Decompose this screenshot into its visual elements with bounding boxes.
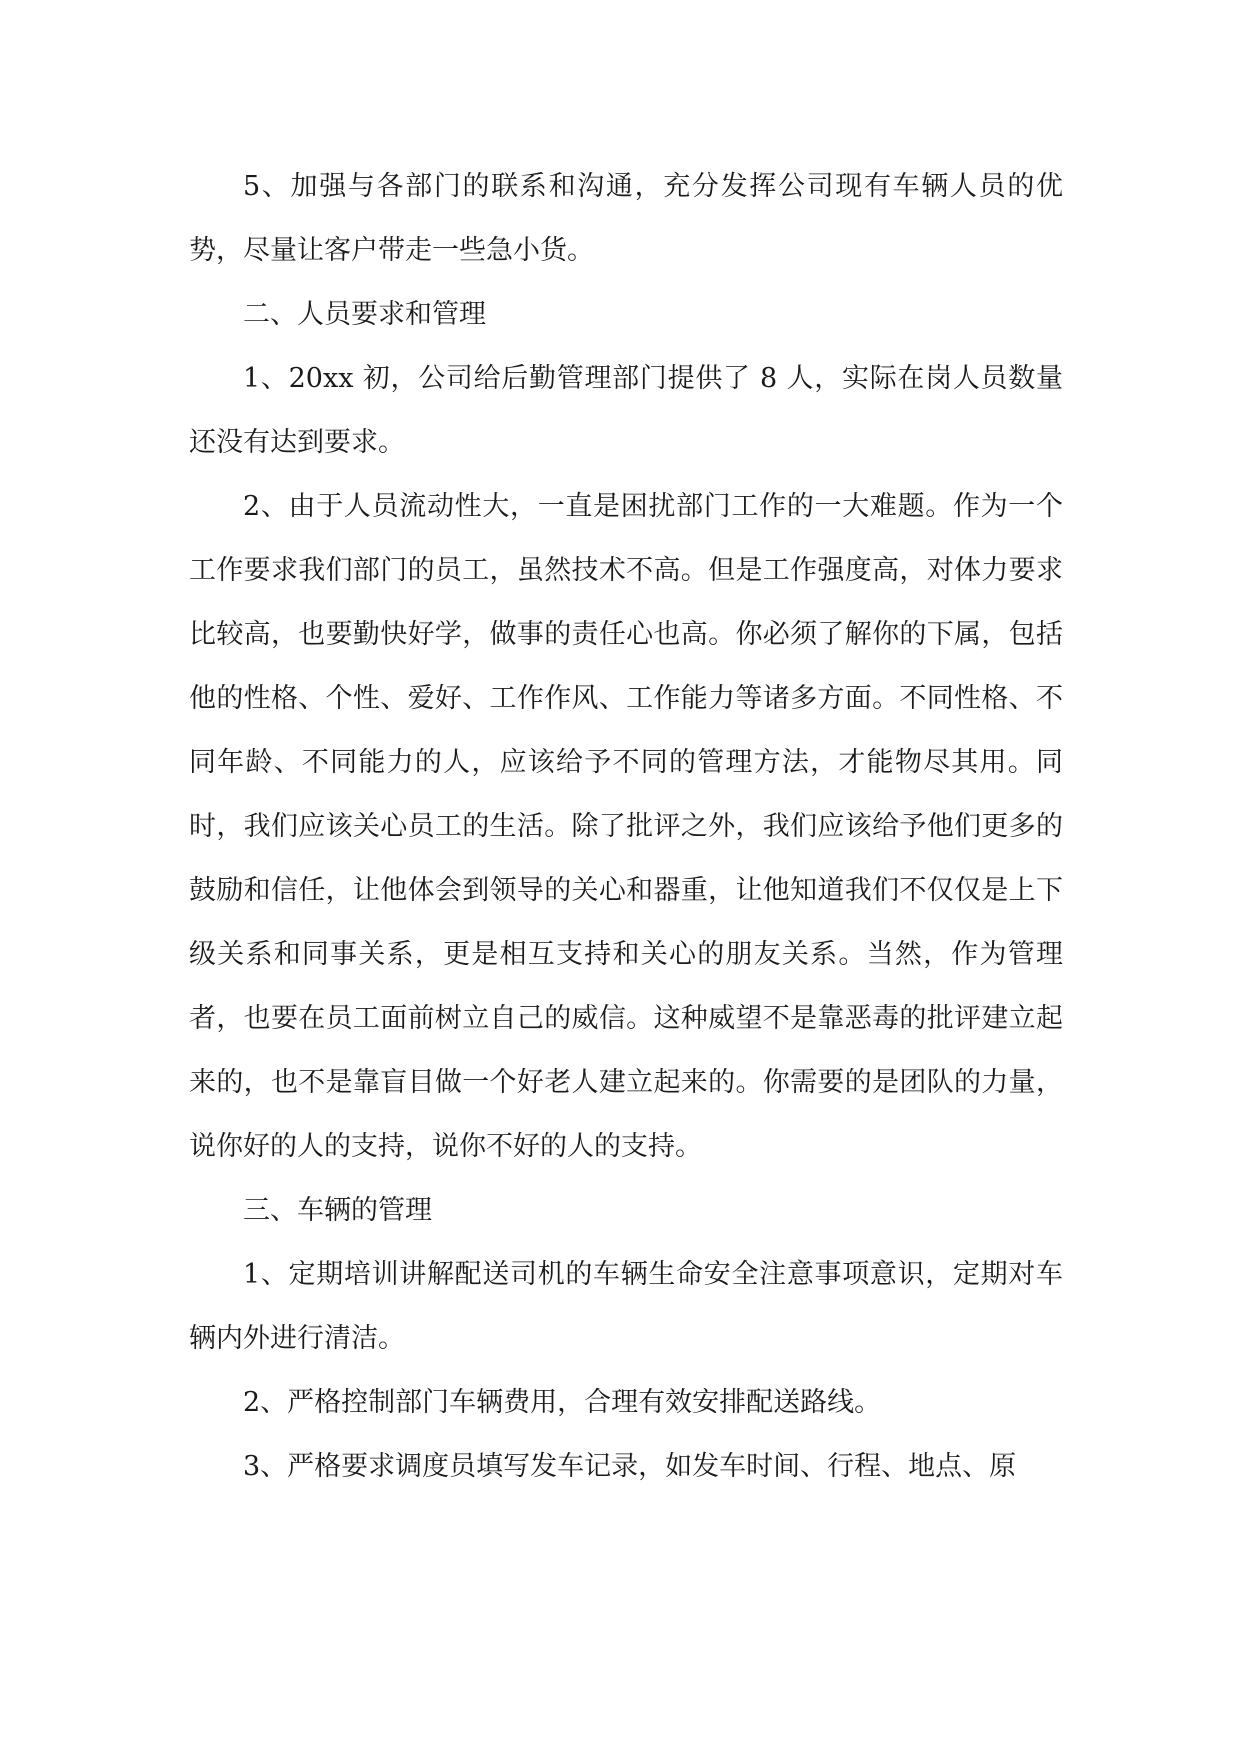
paragraph-personnel-1: 1、20xx 初，公司给后勤管理部门提供了 8 人，实际在岗人员数量还没有达到要求。: [189, 363, 1063, 458]
paragraph-vehicles-1: 1、定期培训讲解配送司机的车辆生命安全注意事项意识，定期对车辆内外进行清洁。: [189, 1259, 1063, 1354]
section-heading-vehicles: 三、车辆的管理: [243, 1195, 432, 1226]
paragraph-item-5: 5、加强与各部门的联系和沟通，充分发挥公司现有车辆人员的优势，尽量让客户带走一些急小货。: [189, 171, 1063, 266]
document-body: [189, 155, 1063, 1499]
paragraph-vehicles-3: 3、严格要求调度员填写发车记录，如发车时间、行程、地点、原: [243, 1451, 1017, 1482]
paragraph-vehicles-2: 2、严格控制部门车辆费用，合理有效安排配送路线。: [243, 1387, 882, 1418]
section-heading-personnel: 二、人员要求和管理: [243, 299, 486, 330]
paragraph-personnel-2: 2、由于人员流动性大，一直是困扰部门工作的一大难题。作为一个工作要求我们部门的员工，虽然技术不高。但是工作强度高，对体力要求比较高，也要勤快好学，做事的责任心也高。你必须了解你的下属，包括他的性格、个性、爱好、工作作风、工作能力等诸多方面。不同性格、不同年龄、不同能力的人，应该给予不同的管理方法，才能物尽其用。同时，我们应该关心员工的生活。除了批评之外，我们应该给予他们更多的鼓励和信任，让他体会到领导的关心和器重，让他知道我们不仅仅是上下级关系和同事关系，更是相互支持和关心的朋友关系。当然，作为管理者，也要在员工面前树立自己的威信。这种威望不是靠恶毒的批评建立起来的，也不是靠盲目做一个好老人建立起来的。你需要的是团队的力量，说你好的人的支持，说你不好的人的支持。: [189, 491, 1063, 1162]
